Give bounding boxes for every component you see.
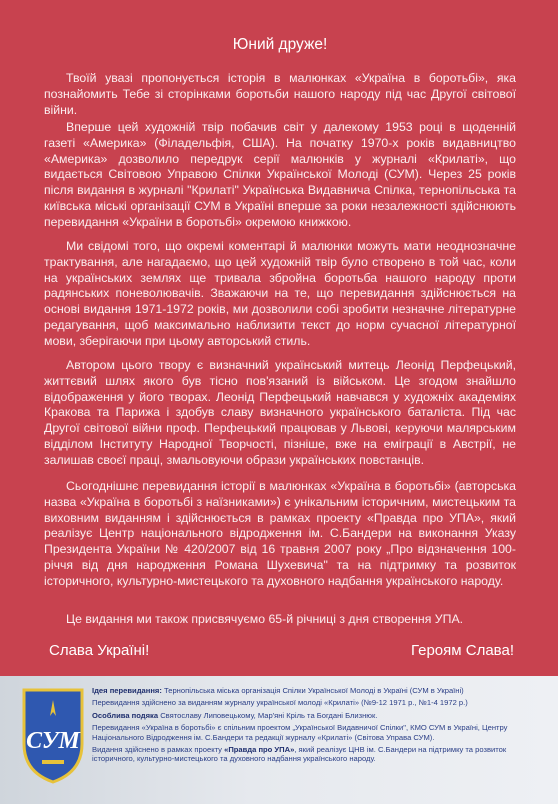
logo-letters: СУМ: [26, 728, 80, 754]
paragraph-author: Автором цього твору є визначний український митець Леонід Перфецький, життєвий шлях якого був тісно пов'язаний із військом. Це згодом знайшло відображення у його творах. Леонід Перфецький навчався у художніх академіях Кракова та Парижа і здобув славу визначного українського баталіста. Під час Другої світової війни проф. Перфецький працював у Львові, керуючи малярським відділом Інституту Народної Творчості, пізніше, вже на еміграції в Австрії, не залишав своєї праці, змальовуючи образи українських повстанців.: [44, 358, 516, 467]
slogan-glory-ukraine: Слава Україні!: [49, 642, 150, 659]
footer-thanks: Особлива подяка Святославу Липовецькому, Мар'яні Кріль та Богдані Близнюк.: [92, 710, 378, 720]
footer-credits: [0, 676, 558, 804]
sum-shield-logo-icon: [18, 686, 88, 786]
paragraph-dedication: Це видання ми також присвячуємо 65-й річниці з дня створення УПА.: [66, 612, 464, 626]
paragraph-intro: Твоїй увазі пропонується історія в малюнках «Україна в боротьбі», яка познайомить Тебе зі сторінками боротьби нашого народу під час Другої світової війни.: [44, 71, 516, 117]
footer-joint-project: Перевидання «Україна в боротьбі» є спільним проектом „Української Видавничої Спілки", КМО СУМ в Україні, Центру Національного Відродження ім. С.Бандери та редакції журналу «Крилаті» (Світова Управа СУМ).: [92, 723, 508, 742]
greeting-heading: Юний друже!: [232, 36, 328, 53]
main-content: [44, 0, 516, 676]
footer-reprint: Перевидання здійснено за виданням журналу української молоді «Крилаті» (№9-12 1971 р., №1-4 1972 р.): [92, 698, 468, 708]
footer-text-block: [92, 686, 532, 767]
footer-idea: Ідея перевидання: Тернопільська міська організація Спілки Української Молоді в Україні (СУМ в Україні): [92, 686, 464, 695]
footer-project: Видання здійснено в рамках проекту «Правда про УПА», який реалізує ЦНВ ім. С.Бандери на підтримку та розвиток історичного, культурно-мистецького та духовного надбання українського народу.: [92, 745, 507, 764]
paragraph-project: Сьогоднішнє перевидання історії в малюнках «Україна в боротьбі» (авторська назва «Україна в боротьбі з наїзниками») є унікальним історичним, мистецьким та виховним виданням і здійснюється в рамках проекту «Правда про УПА», який реалізує Центр національного відродження ім. С.Бандери на виконання Указу Президента України № 420/2007 від 16 травня 2007 року „Про відзначення 100-річчя від дня народження Романа Шухевича" та на підтримку та розвиток історичного, культурно-мистецького та духовного надбання українського народу.: [44, 479, 516, 588]
paragraph-history: Вперше цей художній твір побачив світ у далекому 1953 році в щоденній газеті «Америка» (Філадельфія, США). На початку 1970-х років видавництво «Америка» дозволило передрук серії малюнків у журналі «Крилаті», що видається Світовою Управою Спілки Української Молоді (СУМ). Через 25 років після видання в журналі "Крилаті" Українська Видавнича Спілка, тернопільська та київська міські організації СУМ в Україні вперше за роки незалежності здійснюють перевидання «України в боротьбі» окремою книжкою.: [44, 120, 516, 229]
paragraph-context: Ми свідомі того, що окремі коментарі й малюнки можуть мати неоднозначне трактування, але нагадаємо, що цей художній твір було створено в той час, коли на українських землях ще тривала збройна боротьба нашого народу проти радянських поневолювачів. Зважаючи на те, що перевидання здійснюється на основі видання 1971-1972 років, ми дозволили собі зробити незначне літературне редагування, щоб максимально наблизити текст до норм сучасної літературної мови, зберігаючи при цьому авторський стиль.: [44, 239, 516, 348]
slogan-glory-heroes: Героям Слава!: [411, 642, 514, 659]
